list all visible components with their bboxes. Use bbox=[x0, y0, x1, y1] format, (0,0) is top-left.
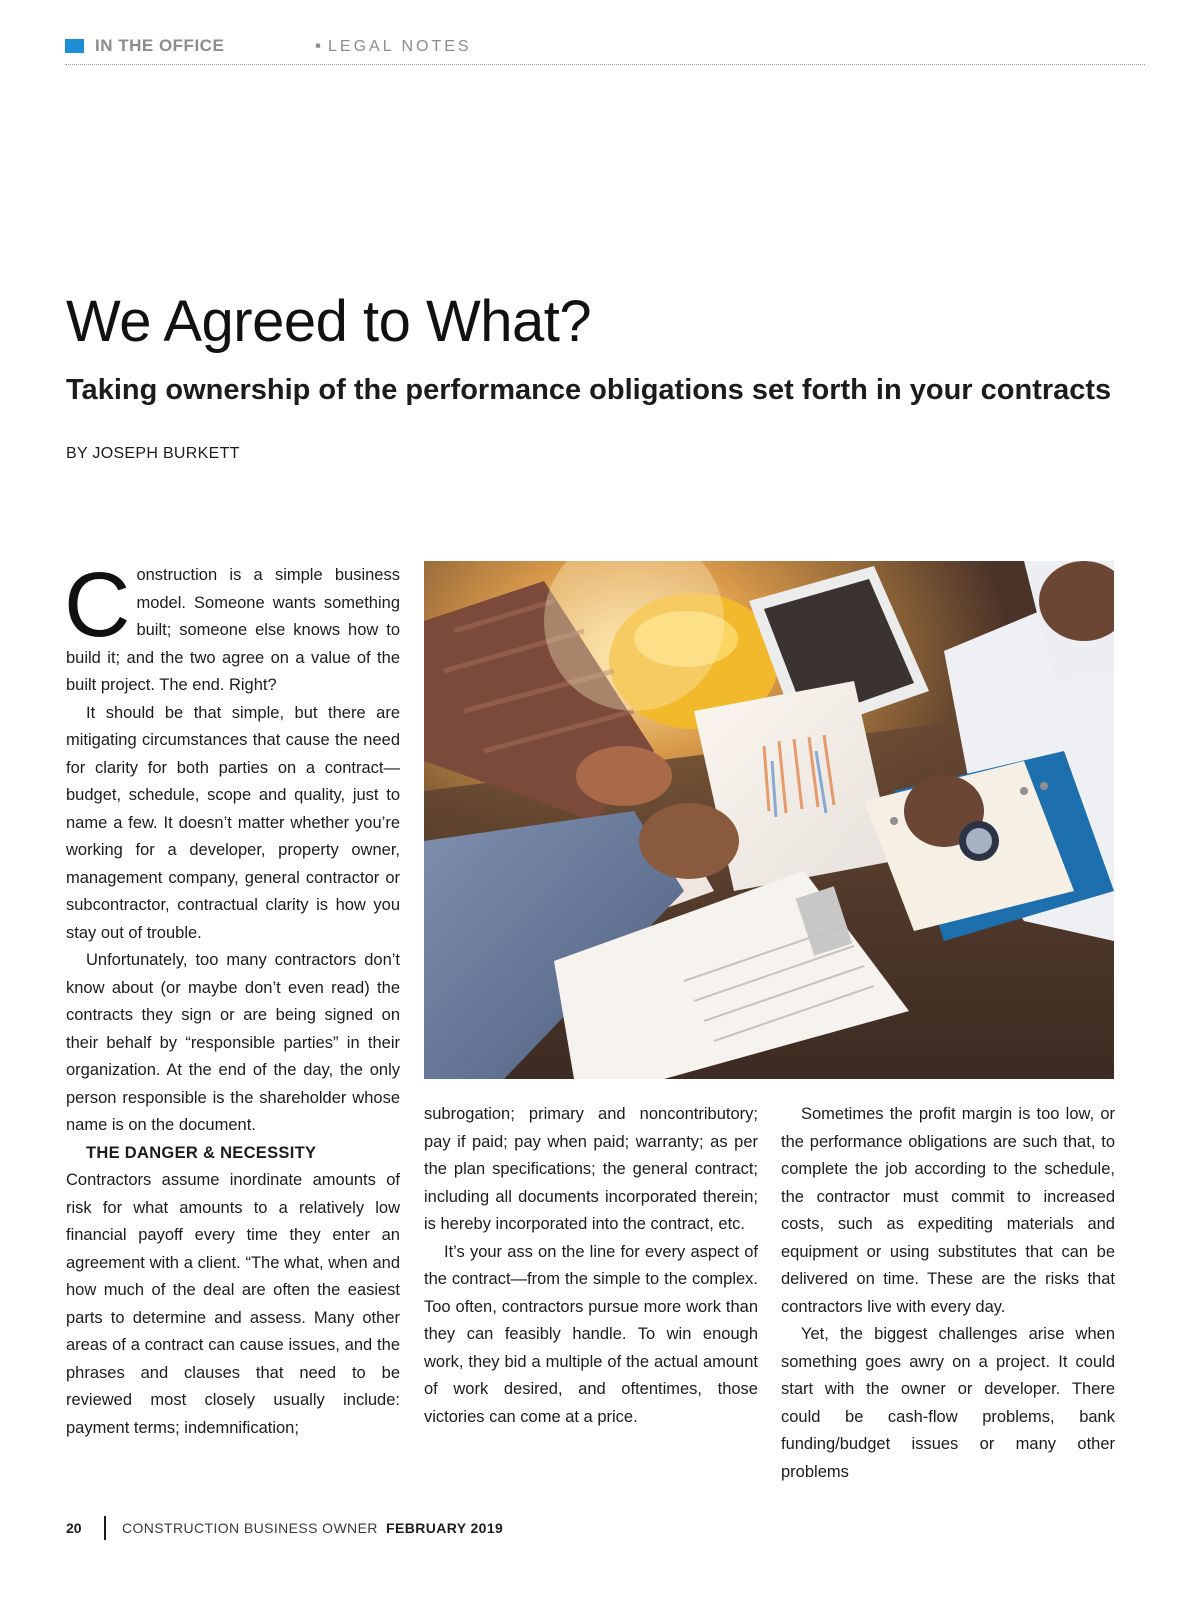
paragraph: subrogation; primary and noncontributory; pay if paid; pay when paid; warranty; as per the plan specifications; the general contract; including all documents incorporated therein; is hereby incorporated into the contract, etc. bbox=[424, 1105, 758, 1233]
issue-date: FEBRUARY 2019 bbox=[386, 1520, 504, 1536]
paragraph bbox=[64, 554, 400, 700]
paragraph: Sometimes the profit margin is too low, or the performance obligations are such that, to complete the job according to the schedule, the contractor must commit to increased costs, such as expediting materials and equipment or using substitutes that can be delivered on time. These are the risks that contractors live with every day. bbox=[781, 1105, 1115, 1316]
article-title: We Agreed to What? bbox=[66, 289, 592, 354]
paragraph: Yet, the biggest challenges arise when something goes awry on a project. It could start with the owner or developer. There could be cash-flow problems, bank funding/budget issues or many other problems bbox=[781, 1325, 1115, 1481]
paragraph-text: onstruction is a simple business model. Someone wants something built; someone else knows how to build it; and the two agree on a value of the built project. The end. Right? bbox=[66, 566, 400, 694]
section-separator: ▪ bbox=[315, 36, 322, 55]
section-heading: THE DANGER & NECESSITY bbox=[86, 1143, 317, 1162]
body-column-2 bbox=[424, 1101, 758, 1431]
section-marker-square bbox=[65, 39, 84, 53]
paragraph: Contractors assume inordinate amounts of risk for what amounts to a relatively low financial payoff every time they enter an agreement with a client. “The what, when and how much of the deal are often the easiest parts to determine and assess. Many other areas of a contract can cause issues, and the phrases and clauses that need to be reviewed most closely usually include: payment terms; indemnification; bbox=[66, 1171, 400, 1437]
meeting-photo-illustration bbox=[424, 561, 1114, 1079]
paragraph: Unfortunately, too many contractors don’t know about (or maybe don’t even read) the contracts they sign or are being signed on their behalf by “responsible parties” in their organization. At the end of the day, the only person responsible is the shareholder whose name is on the document. bbox=[66, 951, 400, 1134]
paragraph: It’s your ass on the line for every aspect of the contract—from the simple to the complex. Too often, contractors pursue more work than they can feasibly handle. To win enough work, they bid a multiple of the actual amount of work desired, and oftentimes, those victories can come at a price. bbox=[424, 1242, 758, 1426]
byline: BY JOSEPH BURKETT bbox=[66, 445, 240, 462]
page-number: 20 bbox=[66, 1520, 82, 1536]
section-name: IN THE OFFICE bbox=[95, 36, 225, 55]
article-photo bbox=[424, 561, 1114, 1079]
section-header bbox=[65, 36, 1145, 65]
page-footer bbox=[66, 1518, 766, 1542]
paragraph: It should be that simple, but there are mitigating circumstances that cause the need for clarity for both parties on a contract—budget, schedule, scope and quality, just to name a few. It doesn’t matter whether you’re working for a developer, property owner, management company, general contractor or subcontractor, contractual clarity is how you stay out of trouble. bbox=[66, 703, 400, 942]
drop-cap: C bbox=[64, 554, 131, 656]
article-subtitle: Taking ownership of the performance obligations set forth in your contracts bbox=[66, 374, 1112, 406]
footer-divider bbox=[104, 1516, 106, 1540]
subsection-name: LEGAL NOTES bbox=[328, 38, 472, 55]
body-column-3 bbox=[781, 1101, 1115, 1486]
publication-name: CONSTRUCTION BUSINESS OWNER bbox=[122, 1520, 378, 1536]
body-column-1 bbox=[64, 554, 400, 1442]
